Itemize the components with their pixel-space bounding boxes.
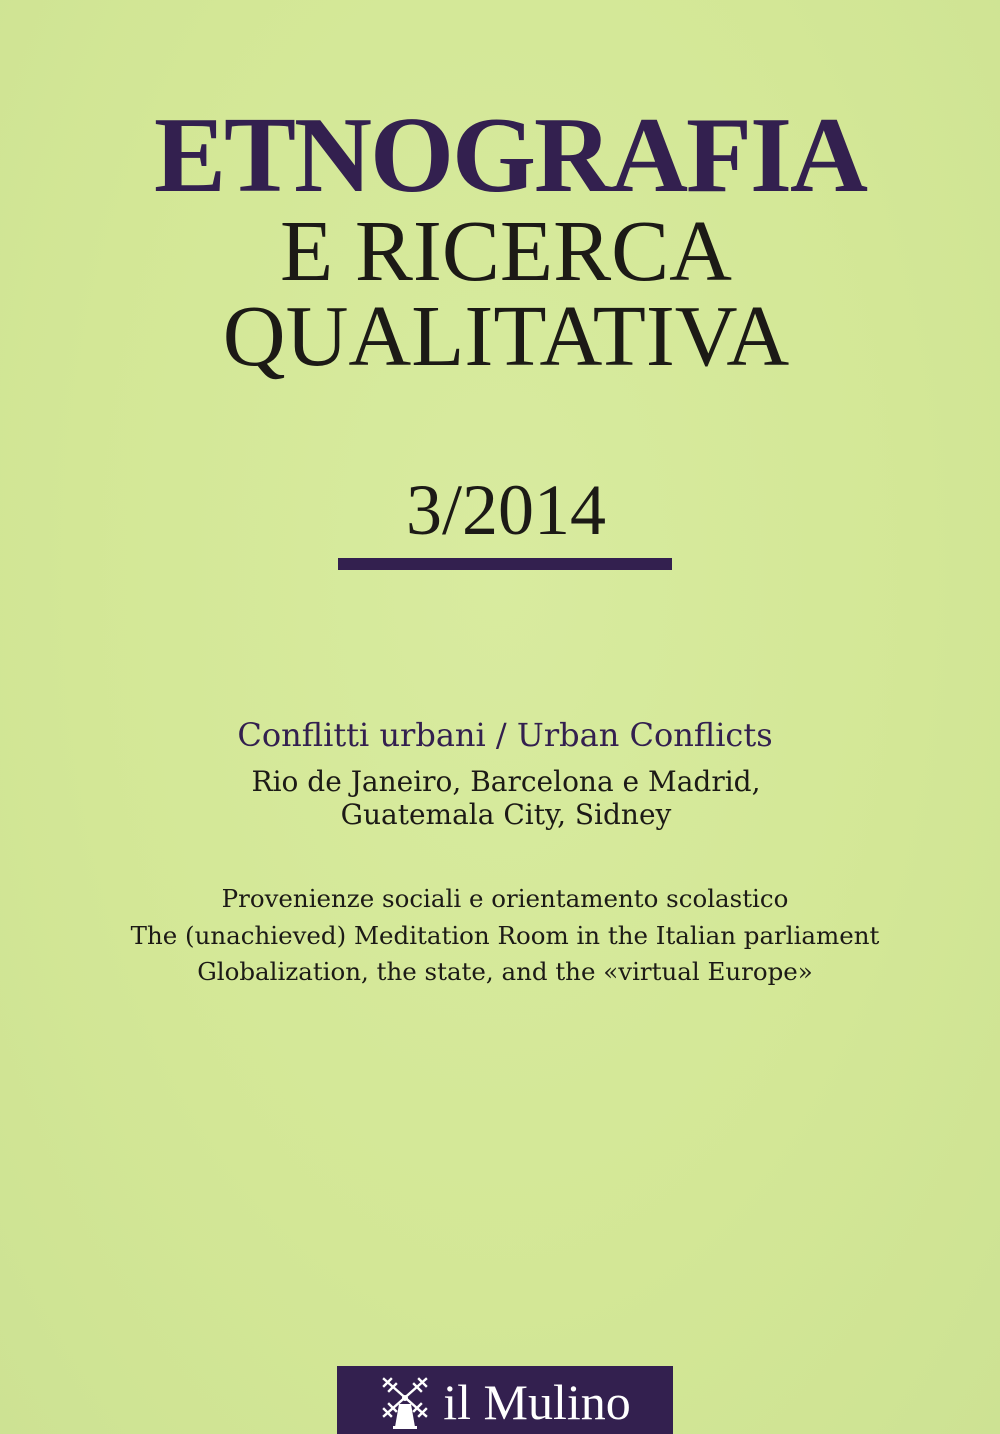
theme-cities-line-2: Guatemala City, Sidney — [340, 798, 672, 831]
publisher-name: il Mulino — [443, 1374, 631, 1430]
issue-number: 3/2014 — [405, 470, 606, 550]
windmill-icon — [379, 1374, 431, 1430]
journal-title: ETNOGRAFIA — [153, 96, 867, 215]
theme-cities-line-1: Rio de Janeiro, Barcelona e Madrid, — [251, 765, 761, 798]
issue-divider — [338, 558, 672, 570]
article-title: Globalization, the state, and the «virtual Europe» — [197, 957, 813, 986]
theme-title: Conflitti urbani / Urban Conflicts — [237, 716, 773, 754]
publisher-logo — [337, 1366, 673, 1434]
journal-subtitle-line-2: QUALITATIVA — [222, 287, 790, 384]
article-title: The (unachieved) Meditation Room in the Italian parliament — [130, 921, 880, 950]
journal-subtitle-line-1: E RICERCA — [280, 202, 732, 299]
article-title: Provenienze sociali e orientamento scolastico — [221, 884, 789, 913]
